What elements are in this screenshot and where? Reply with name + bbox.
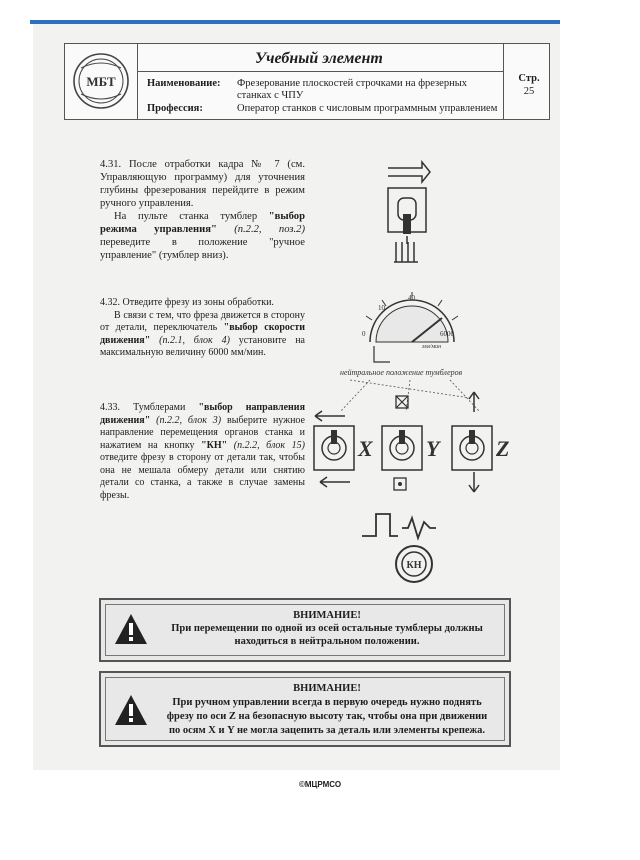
warning-2-title: ВНИМАНИЕ! xyxy=(293,683,361,694)
axis-toggle-x[interactable] xyxy=(314,426,354,470)
document-header xyxy=(64,43,550,120)
kn-button-label: КН xyxy=(406,560,422,571)
warning-box-1 xyxy=(99,598,511,662)
warning-2-line2: фрезу по оси Z на безопасную высоту так, чтобы она при движении xyxy=(166,711,488,722)
control-panel-figure xyxy=(310,150,520,590)
pulse-signal-icon xyxy=(362,514,398,536)
logo-emblem xyxy=(71,50,131,112)
warning-triangle-icon xyxy=(113,693,149,727)
signal-wave-icon xyxy=(402,518,436,538)
page-number: 25 xyxy=(523,86,535,97)
arrow-left-icon xyxy=(320,477,350,487)
axis-toggle-y[interactable] xyxy=(382,426,422,470)
axis-label-z: Z xyxy=(496,436,510,461)
axis-toggle-z[interactable] xyxy=(452,426,492,470)
page-label: Стр. xyxy=(518,73,540,84)
section-4-31-p1: 4.31. После отработки кадра № 7 (см. Управляющую программу) для уточнения глубины фрезерования перейдите в режим ручного управления. xyxy=(100,159,305,209)
kn-button[interactable] xyxy=(396,546,432,582)
section-4-32 xyxy=(100,297,305,360)
header-rule xyxy=(137,71,503,72)
section-4-33 xyxy=(100,402,305,502)
section-4-32-p1: 4.32. Отведите фрезу из зоны обработки. xyxy=(100,297,274,308)
section-4-32-p2: В связи с тем, что фреза движется в сторону от детали, переключатель "выбор скорости движения" (п.2.1, блок 4) установите на максимальную величину 6000 мм/мин. xyxy=(100,309,305,358)
warning-1-line2: находиться в нейтральном положении. xyxy=(234,636,420,647)
logo-text: МБТ xyxy=(86,74,116,89)
page-title: Учебный элемент xyxy=(255,50,383,67)
axis-label-x: X xyxy=(358,436,373,461)
warning-2-line1: При ручном управлении всегда в первую очередь нужно поднять xyxy=(172,697,482,708)
dial-label-6000: 6000 xyxy=(440,330,454,338)
axis-label-y: Y xyxy=(426,436,440,461)
name-value-line1: Фрезерование плоскостей строчками на фрезерных xyxy=(237,78,468,89)
name-value-line2: станках с ЧПУ xyxy=(237,90,304,101)
warning-1-line1: При перемещении по одной из осей остальные тумблеры должны xyxy=(171,623,483,634)
section-4-31 xyxy=(100,158,305,262)
speed-dial-icon xyxy=(366,292,458,362)
arrow-down-icon xyxy=(469,472,479,492)
page-number-block xyxy=(510,72,548,98)
neutral-position-label: нейтральное положение тумблеров xyxy=(340,368,463,377)
profession-label: Профессия: xyxy=(147,103,203,114)
mode-toggle-switch-icon xyxy=(388,162,430,262)
warning-1-title: ВНИМАНИЕ! xyxy=(293,610,361,621)
warning-triangle-icon xyxy=(113,612,149,646)
warning-box-2 xyxy=(99,671,511,747)
warning-2-line3: по осям X и Y не могла зацепить за деталь или элементы крепежа. xyxy=(168,725,486,736)
arrow-up-icon xyxy=(469,392,479,412)
dial-label-0: 0 xyxy=(362,330,366,338)
header-divider xyxy=(137,44,138,119)
copyright-text: ©МЦРМСО xyxy=(298,780,342,789)
arrow-left-icon xyxy=(315,411,345,421)
dial-unit: мм/мин xyxy=(422,344,442,350)
dial-label-10: 10 xyxy=(378,304,385,312)
profession-value: Оператор станков с числовым программным управлением xyxy=(237,103,498,114)
dial-label-40: 40 xyxy=(408,294,415,302)
name-label: Наименование: xyxy=(147,78,221,89)
header-divider xyxy=(503,44,504,119)
section-4-33-p1: 4.33. Тумблерами "выбор направления движения" (п.2.2, блок 3) выберите нужное направление перемещения органов станка и нажатием на кнопку "КН" (п.2.2, блок 15) отведите фрезу в сторону от детали так, чтобы она не мешала обмеру детали или снятию детали со станка, а также в случае замены фрезы. xyxy=(100,402,305,501)
section-4-31-p2: На пульте станка тумблер "выбор режима управления" (п.2.2, поз.2) переведите в положение "ручное управление" (тумблер вниз). xyxy=(100,211,305,261)
